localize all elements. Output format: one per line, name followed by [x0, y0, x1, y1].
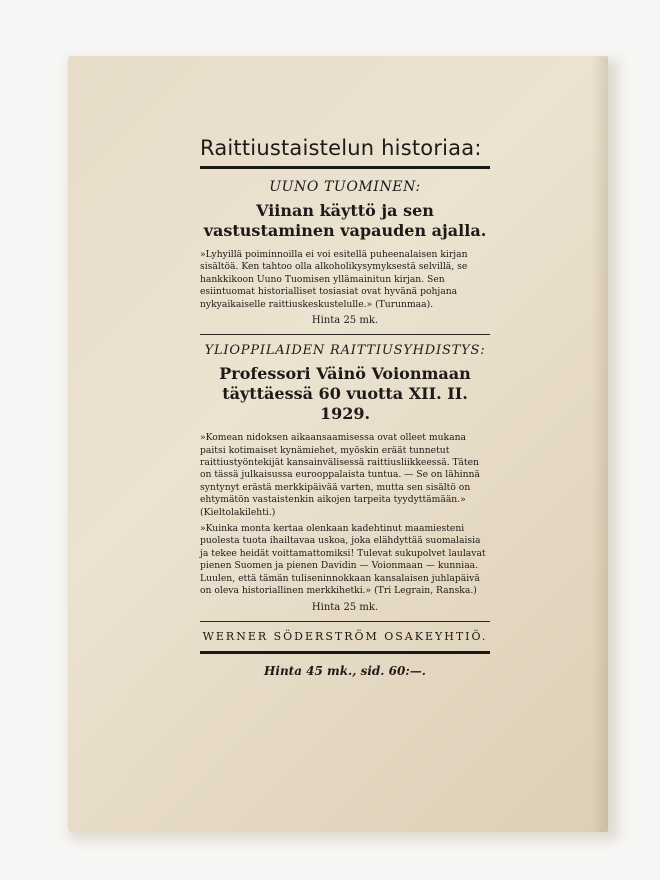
book2-quote1: »Komean nidoksen aikaansaamisessa ovat olleet mukana paitsi kotimaiset kynämiehet, myöskin eräät tunnetut raittiustyöntekijät kansainvälisessä raittiusliikkeessä. Täten on tässä julkaisussa eurooppalaista tuntua. — Se on lähinnä syntynyt erästä merkkipäivää varten, mutta sen sisältö on ehtymätön vastaistenkin aikojen tarpeita tyydyttämään.» (Kieltolakilehti.) — [200, 432, 480, 518]
section-rule — [200, 334, 490, 335]
publisher-rule-top — [200, 621, 490, 622]
book1-price: Hinta 25 mk. — [311, 315, 379, 327]
heading-rule — [200, 166, 490, 169]
cover-text-block — [200, 136, 490, 678]
book1-quote: »Lyhyillä poiminnoilla ei voi esitellä puheenalaisen kirjan sisältöä. Ken tahtoo olla alkoholikysymyksestä selvillä, se hankkikoon Uuno Tuomisen yllämainitun kirjan. Sen esiintuomat historialliset tosiasiat ovat hyvänä pohjana nykyaikaiselle raittiuskeskustelulle.» (Turunmaa). — [200, 249, 468, 310]
book2-quote2: »Kuinka monta kertaa olenkaan kadehtinut maamiesteni puolesta tuota ihailtavaa uskoa, joka elähdyttää suomalaisia ja tekee heidät voittamattomiksi! Tulevat sukupolvet laulavat pienen Suomen ja pienen Davidin — Voionmaan — kunniaa. Luulen, että tämän tuliseninnokkaan kansalaisen juhlapäivä on oleva historiallinen merkkihetki.» (Tri Legrain, Ranska.) — [200, 523, 486, 597]
book2-price: Hinta 25 mk. — [311, 601, 379, 613]
book2-title: Professori Väinö Voionmaan täyttäessä 60 vuotta XII. II. 1929. — [219, 364, 471, 424]
final-price: Hinta 45 mk., sid. 60:—. — [264, 663, 426, 678]
publisher-rule-bottom — [200, 651, 490, 654]
book2-org: YLIOPPILAIDEN RAITTIUSYHDISTYS: — [204, 343, 486, 359]
cover-heading: Raittiustaistelun historiaa: — [200, 136, 482, 160]
publisher-name: WERNER SÖDERSTRÖM OSAKEYHTIÖ. — [202, 629, 488, 643]
book1-title: Viinan käyttö ja sen vastustaminen vapauden ajalla. — [203, 201, 487, 240]
book1-author: UUNO TUOMINEN: — [269, 179, 421, 195]
